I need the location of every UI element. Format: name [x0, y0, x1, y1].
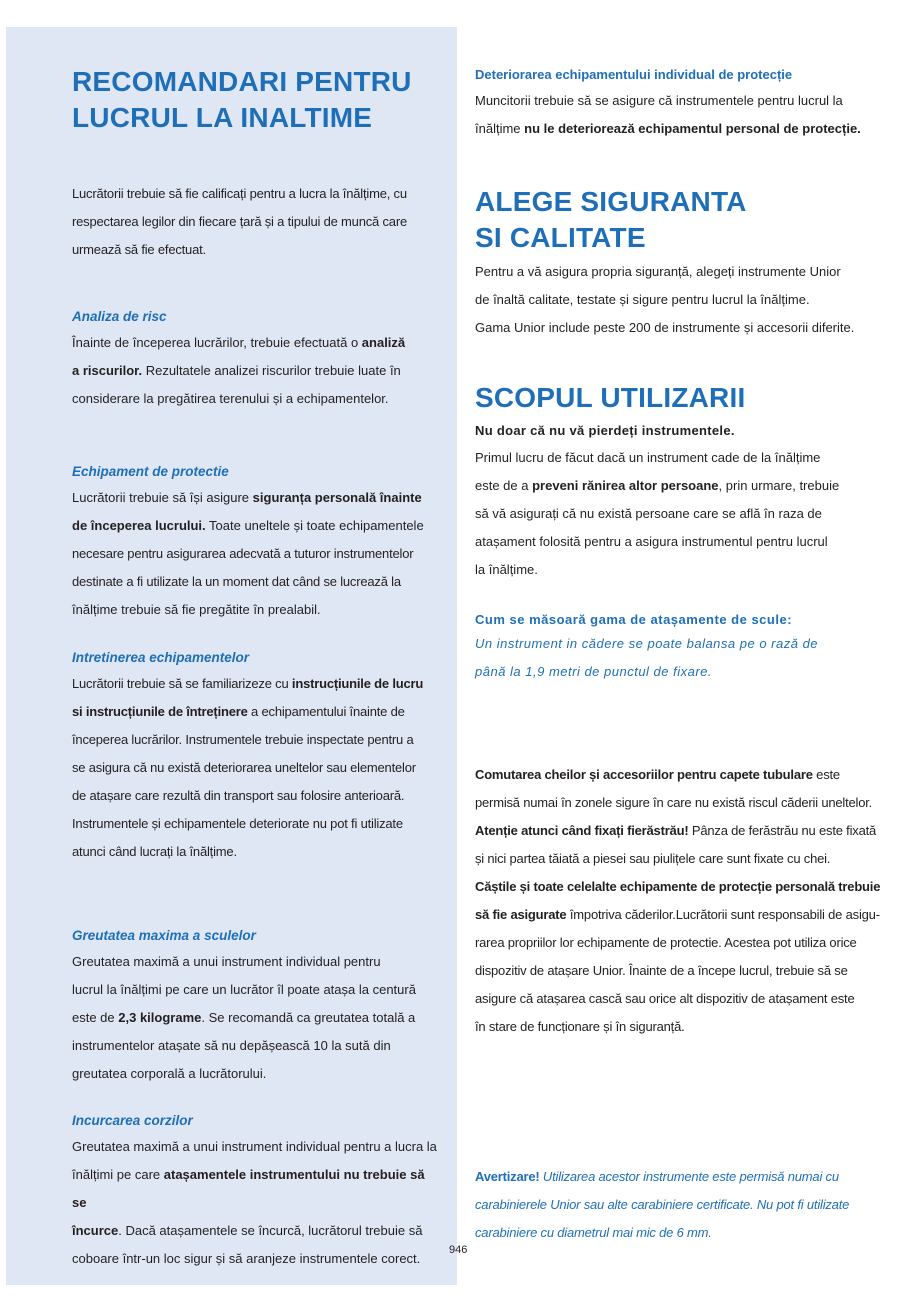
section-heading: Greutatea maxima a sculelor — [72, 928, 256, 943]
section-analiza-risc — [72, 308, 442, 413]
warning-note — [475, 1163, 895, 1247]
text-run: Toate uneltele și toate echipamentele — [205, 518, 424, 533]
text-run: este — [812, 767, 840, 782]
text-run: Lucrătorii trebuie să își asigure — [72, 490, 253, 505]
text-run: . Dacă atașamentele se încurcă, lucrătorul trebuie să — [118, 1223, 423, 1238]
paragraph-line: atunci când lucrați la înălțime. — [72, 844, 237, 859]
paragraph-line: greutatea corporală a lucrătorului. — [72, 1066, 267, 1081]
paragraph-line: începerea lucrărilor. Instrumentele trebuie inspectate pentru a — [72, 732, 414, 747]
paragraph-line — [72, 1161, 442, 1217]
section-heading: Analiza de risc — [72, 309, 167, 324]
text-run: . Se recomandă ca greutatea totală a — [201, 1010, 416, 1025]
paragraph-line — [72, 1217, 442, 1245]
bold-text-run: a riscurilor. — [72, 363, 143, 378]
paragraph-line — [475, 761, 895, 789]
italic-line: Un instrument in cădere se poate balansa pe o rază de — [475, 636, 819, 651]
section-incurcarea-corzilor — [72, 1112, 442, 1273]
paragraph-line — [72, 512, 442, 540]
text-run: înălțimi pe care — [72, 1167, 164, 1182]
lead-line: Nu doar că nu vă pierdeți instrumentele. — [475, 423, 735, 438]
bold-text-run: încurce — [72, 1223, 119, 1238]
section-alege-siguranta — [475, 184, 895, 342]
paragraph-line: se asigura că nu există deteriorarea uneltelor sau elementelor — [72, 760, 416, 775]
paragraph-line: și nici partea tăiată a piesei sau piulițele care sunt fixate cu chei. — [475, 851, 831, 866]
bold-text-run: 2,3 kilograme — [118, 1010, 202, 1025]
italic-line: până la 1,9 metri de punctul de fixare. — [475, 664, 713, 679]
paragraph-line: lucrul la înălțimi pe care un lucrător îl poate atașa la centură — [72, 982, 416, 997]
paragraph-line: la înălțime. — [475, 562, 538, 577]
section-greutate-maxima — [72, 927, 442, 1088]
main-title-line-2: LUCRUL LA INALTIME — [72, 102, 373, 133]
bold-text-run: de începerea lucrului. — [72, 518, 206, 533]
bold-text-run: nu le deteriorează echipamentul personal de protecție. — [524, 121, 861, 136]
paragraph-line: Gama Unior include peste 200 de instrumente și accesorii diferite. — [475, 320, 855, 335]
paragraph-line — [72, 484, 442, 512]
text-run: Pânza de ferăstrău nu este fixată — [688, 823, 877, 838]
bold-text-run: să fie asigurate — [475, 907, 567, 922]
paragraph-line — [475, 817, 895, 845]
paragraph-line: Pentru a vă asigura propria siguranță, alegeți instrumente Unior — [475, 264, 841, 279]
warning-label: Avertizare! — [475, 1169, 540, 1184]
text-run: este de a — [475, 478, 533, 493]
text-run: împotriva căderilor.Lucrătorii sunt responsabili de asigu- — [566, 907, 880, 922]
section-title-line-1: ALEGE SIGURANTA — [475, 186, 747, 217]
intro-paragraph — [72, 180, 442, 264]
text-run: este de — [72, 1010, 119, 1025]
bold-text-run: si instrucțiunile de întreținere — [72, 704, 248, 719]
paragraph-line: necesare pentru asigurarea adecvată a tuturor instrumentelor — [72, 546, 414, 561]
bold-text-run: analiză — [361, 335, 406, 350]
section-deteriorare — [475, 66, 895, 143]
warning-line: carabiniere cu diametrul mai mic de 6 mm. — [475, 1225, 712, 1240]
warning-line: carabinierele Unior sau alte carabiniere certificate. Nu pot fi utilizate — [475, 1197, 850, 1212]
paragraph-line: în stare de funcționare și în siguranță. — [475, 1019, 685, 1034]
paragraph-line: considerare la pregătirea terenului și a echipamentelor. — [72, 391, 389, 406]
section-comutare — [475, 761, 895, 1041]
text-run: Lucrătorii trebuie să se familiarizeze cu — [72, 676, 292, 691]
bold-text-run: Comutarea cheilor și accesoriilor pentru capete tubulare — [475, 767, 813, 782]
paragraph-line: instrumentelor atașate să nu depășească 10 la sută din — [72, 1038, 391, 1053]
paragraph-line: destinate a fi utilizate la un moment dat când se lucrează la — [72, 574, 401, 589]
section-heading: Echipament de protectie — [72, 464, 229, 479]
paragraph-line: coboare într-un loc sigur și să aranjeze instrumentele corect. — [72, 1251, 421, 1266]
paragraph-line — [72, 357, 442, 385]
bold-text-run: Atenție atunci când fixați fierăstrău! — [475, 823, 689, 838]
paragraph-line: permisă numai în zonele sigure în care nu există riscul căderii uneltelor. — [475, 795, 873, 810]
paragraph-line: Greutatea maximă a unui instrument individual pentru a lucra la — [72, 1139, 437, 1154]
intro-line: urmează să fie efectuat. — [72, 242, 206, 257]
text-run: Înainte de începerea lucrărilor, trebuie efectuată o — [72, 335, 362, 350]
section-title-line-2: SI CALITATE — [475, 222, 646, 253]
paragraph-line: să vă asigurați că nu există persoane care se află în raza de — [475, 506, 822, 521]
section-heading: Intretinerea echipamentelor — [72, 650, 250, 665]
paragraph-line: înălțime trebuie să fie pregătite în prealabil. — [72, 602, 321, 617]
page-number: 946 — [449, 1244, 468, 1256]
paragraph-line — [475, 472, 895, 500]
section-echipament-protectie — [72, 463, 442, 624]
bold-text-run: siguranța personală înainte — [252, 490, 422, 505]
paragraph-line — [475, 901, 895, 929]
section-heading: Deteriorarea echipamentului individual de protecție — [475, 67, 793, 82]
section-heading: Incurcarea corzilor — [72, 1113, 193, 1128]
bold-text-run: atașamentele instrumentului nu trebuie să se — [72, 1167, 425, 1210]
paragraph-line — [72, 670, 442, 698]
text-run: Rezultatele analizei riscurilor trebuie luate în — [142, 363, 401, 378]
paragraph-line: Greutatea maximă a unui instrument individual pentru — [72, 954, 381, 969]
paragraph-line — [72, 1004, 442, 1032]
paragraph-line: de înaltă calitate, testate și sigure pentru lucrul la înălțime. — [475, 292, 810, 307]
bold-text-run: preveni rănirea altor persoane — [532, 478, 719, 493]
section-heading: Cum se măsoară gama de atașamente de scule: — [475, 612, 793, 627]
paragraph-line: asigure că atașarea cască sau orice alt dispozitiv de atașament este — [475, 991, 855, 1006]
intro-line: Lucrătorii trebuie să fie calificați pentru a lucra la înălțime, cu — [72, 186, 407, 201]
section-masurare-gama — [475, 611, 895, 686]
bold-text-run: instrucțiunile de lucru — [291, 676, 424, 691]
paragraph-line — [475, 115, 895, 143]
paragraph-line — [72, 698, 442, 726]
paragraph-line: de atașare care rezultă din transport sau folosire anterioară. — [72, 788, 405, 803]
text-run: , prin urmare, trebuie — [718, 478, 840, 493]
paragraph-line: Muncitorii trebuie să se asigure că instrumentele pentru lucrul la — [475, 93, 843, 108]
section-intretinere — [72, 649, 442, 866]
section-scopul-utilizarii — [475, 380, 895, 584]
paragraph-line: rarea propriilor lor echipamente de protectie. Acestea pot utiliza orice — [475, 935, 857, 950]
main-title — [72, 64, 442, 136]
text-run: a echipamentului înainte de — [247, 704, 405, 719]
paragraph-line — [72, 329, 442, 357]
text-run: Utilizarea acestor instrumente este permisă numai cu — [539, 1169, 839, 1184]
paragraph-line: atașament folosită pentru a asigura instrumentul pentru lucrul — [475, 534, 828, 549]
main-title-line-1: RECOMANDARI PENTRU — [72, 66, 412, 97]
paragraph-line: Primul lucru de făcut dacă un instrument cade de la înălțime — [475, 450, 821, 465]
section-title: SCOPUL UTILIZARII — [475, 382, 746, 413]
paragraph-line: Căștile și toate celelalte echipamente de protecție personală trebuie — [475, 879, 881, 894]
paragraph-line: Instrumentele și echipamentele deteriorate nu pot fi utilizate — [72, 816, 403, 831]
paragraph-line: dispozitiv de atașare Unior. Înainte de a începe lucrul, trebuie să se — [475, 963, 848, 978]
warning-line — [475, 1163, 895, 1191]
text-run: înălțime — [475, 121, 525, 136]
intro-line: respectarea legilor din fiecare țară și a tipului de muncă care — [72, 214, 407, 229]
